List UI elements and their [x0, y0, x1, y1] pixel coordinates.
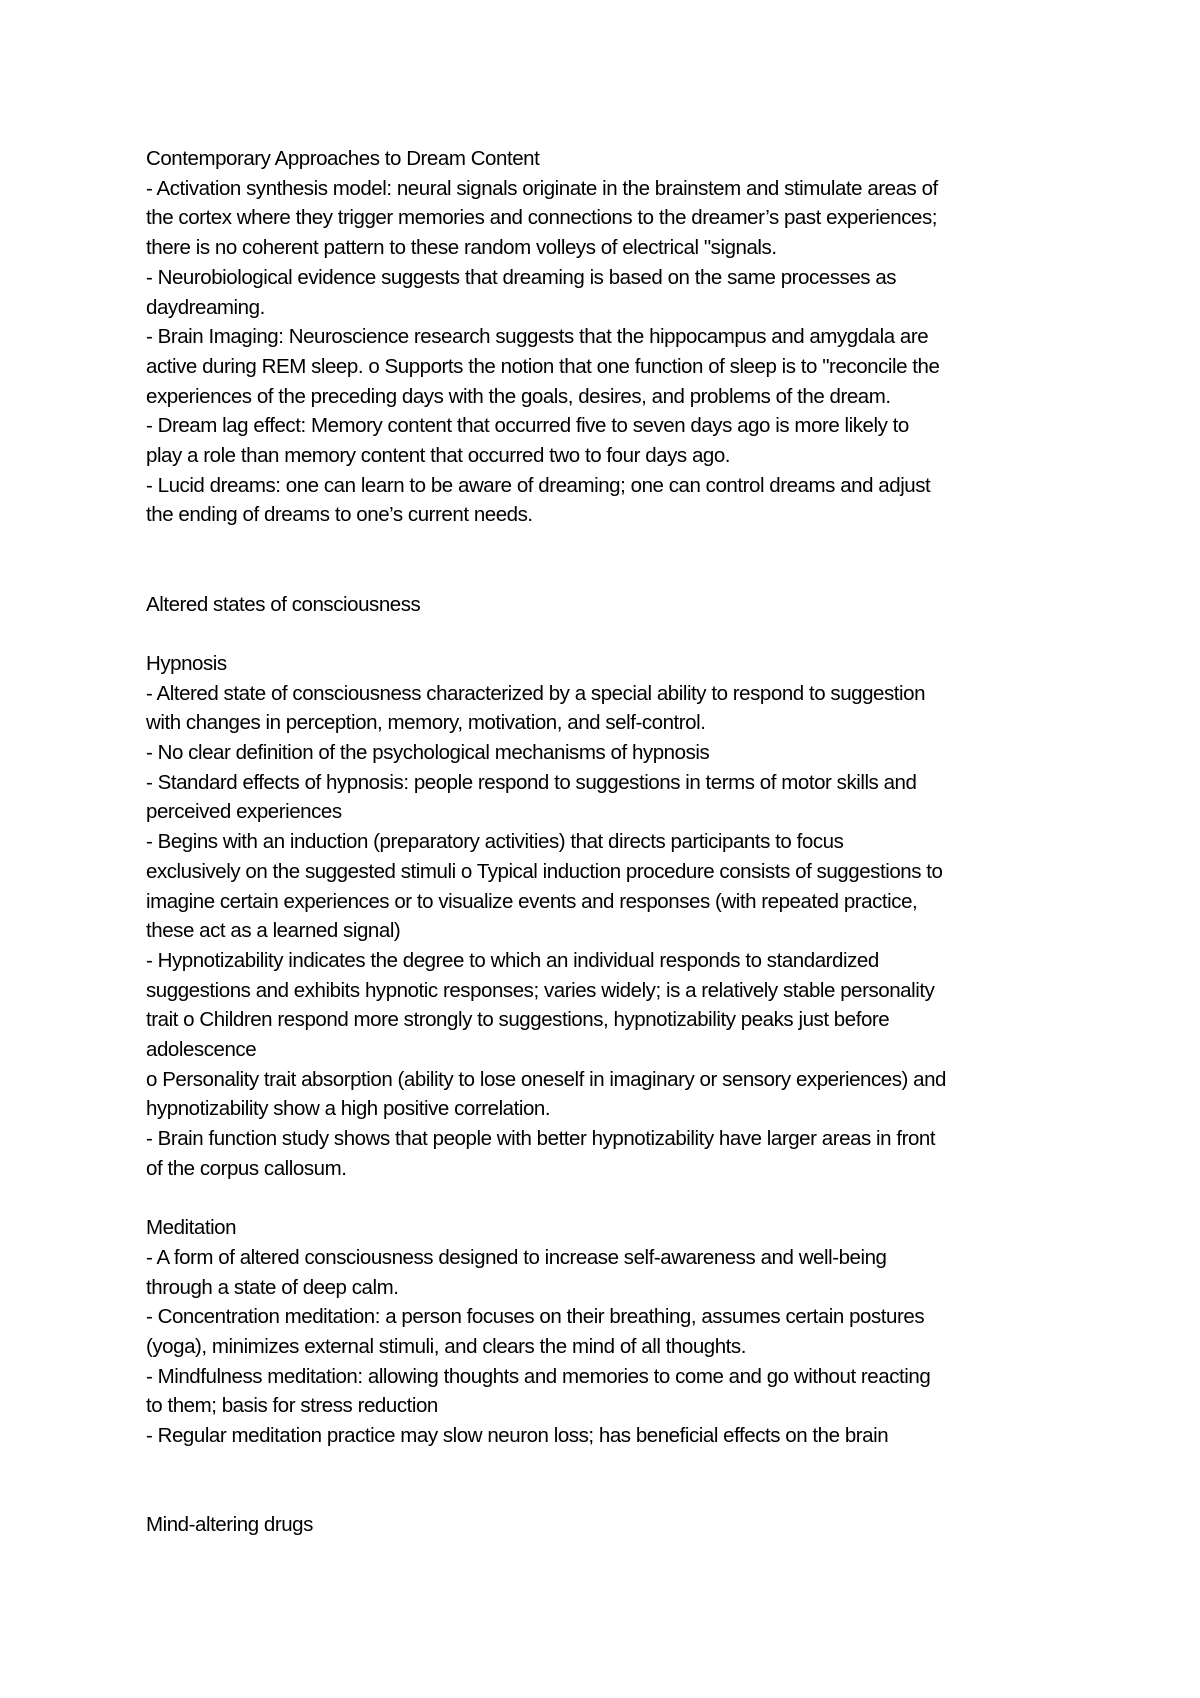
- section-heading-altered-states: Altered states of consciousness: [146, 592, 421, 616]
- document-body: [146, 144, 1076, 1540]
- body-line: trait o Children respond more strongly to suggestions, hypnotizability peaks just before: [146, 1008, 890, 1032]
- body-line: daydreaming.: [146, 295, 265, 319]
- section-heading-hypnosis: Hypnosis: [146, 651, 227, 675]
- body-line: of the corpus callosum.: [146, 1156, 347, 1180]
- body-line: - Hypnotizability indicates the degree to which an individual responds to standardized: [146, 948, 879, 972]
- body-line: play a role than memory content that occurred two to four days ago.: [146, 444, 731, 468]
- body-line: to them; basis for stress reduction: [146, 1394, 438, 1418]
- body-line: the ending of dreams to one’s current needs.: [146, 503, 533, 527]
- body-line: imagine certain experiences or to visualize events and responses (with repeated practice,: [146, 889, 918, 913]
- body-line: hypnotizability show a high positive correlation.: [146, 1097, 551, 1121]
- body-line: these act as a learned signal): [146, 919, 401, 943]
- body-line: - Mindfulness meditation: allowing thoughts and memories to come and go without reacting: [146, 1364, 931, 1388]
- body-line: - A form of altered consciousness designed to increase self-awareness and well-being: [146, 1245, 887, 1269]
- body-line: with changes in perception, memory, motivation, and self-control.: [146, 711, 706, 735]
- body-line: through a state of deep calm.: [146, 1275, 399, 1299]
- section-heading-dream-content: Contemporary Approaches to Dream Content: [146, 147, 540, 170]
- section-heading-meditation: Meditation: [146, 1216, 237, 1240]
- body-line: - Regular meditation practice may slow neuron loss; has beneficial effects on the brain: [146, 1424, 889, 1448]
- body-line: - Dream lag effect: Memory content that occurred five to seven days ago is more likely to: [146, 414, 909, 438]
- spacer: [146, 530, 1076, 589]
- body-line: - Activation synthesis model: neural signals originate in the brainstem and stimulate areas of: [146, 176, 938, 200]
- body-line: (yoga), minimizes external stimuli, and clears the mind of all thoughts.: [146, 1335, 746, 1359]
- body-line: - Altered state of consciousness characterized by a special ability to respond to suggestion: [146, 681, 926, 705]
- body-line: perceived experiences: [146, 800, 342, 824]
- body-line: - Standard effects of hypnosis: people respond to suggestions in terms of motor skills and: [146, 770, 917, 794]
- spacer: [146, 1451, 1076, 1510]
- body-line: active during REM sleep. o Supports the notion that one function of sleep is to "reconcile the: [146, 354, 940, 378]
- body-line: the cortex where they trigger memories and connections to the dreamer’s past experiences;: [146, 206, 938, 230]
- body-line: - Brain function study shows that people with better hypnotizability have larger areas in front: [146, 1127, 936, 1151]
- body-line: there is no coherent pattern to these random volleys of electrical "signals.: [146, 236, 777, 260]
- body-line: exclusively on the suggested stimuli o Typical induction procedure consists of suggestions to: [146, 859, 943, 883]
- body-line: - Concentration meditation: a person focuses on their breathing, assumes certain postures: [146, 1305, 925, 1329]
- body-line: o Personality trait absorption (ability to lose oneself in imaginary or sensory experiences) and: [146, 1067, 947, 1091]
- section-heading-mind-altering-drugs: Mind-altering drugs: [146, 1513, 313, 1537]
- body-line: - Neurobiological evidence suggests that dreaming is based on the same processes as: [146, 265, 897, 289]
- body-line: - Lucid dreams: one can learn to be aware of dreaming; one can control dreams and adjust: [146, 473, 931, 497]
- body-line: adolescence: [146, 1038, 257, 1062]
- spacer: [146, 1184, 1076, 1214]
- body-line: - No clear definition of the psychological mechanisms of hypnosis: [146, 741, 710, 765]
- spacer: [146, 619, 1076, 649]
- body-line: experiences of the preceding days with the goals, desires, and problems of the dream.: [146, 384, 891, 408]
- body-line: - Begins with an induction (preparatory activities) that directs participants to focus: [146, 830, 844, 854]
- body-line: - Brain Imaging: Neuroscience research suggests that the hippocampus and amygdala are: [146, 325, 929, 349]
- body-line: suggestions and exhibits hypnotic responses; varies widely; is a relatively stable personality: [146, 978, 935, 1002]
